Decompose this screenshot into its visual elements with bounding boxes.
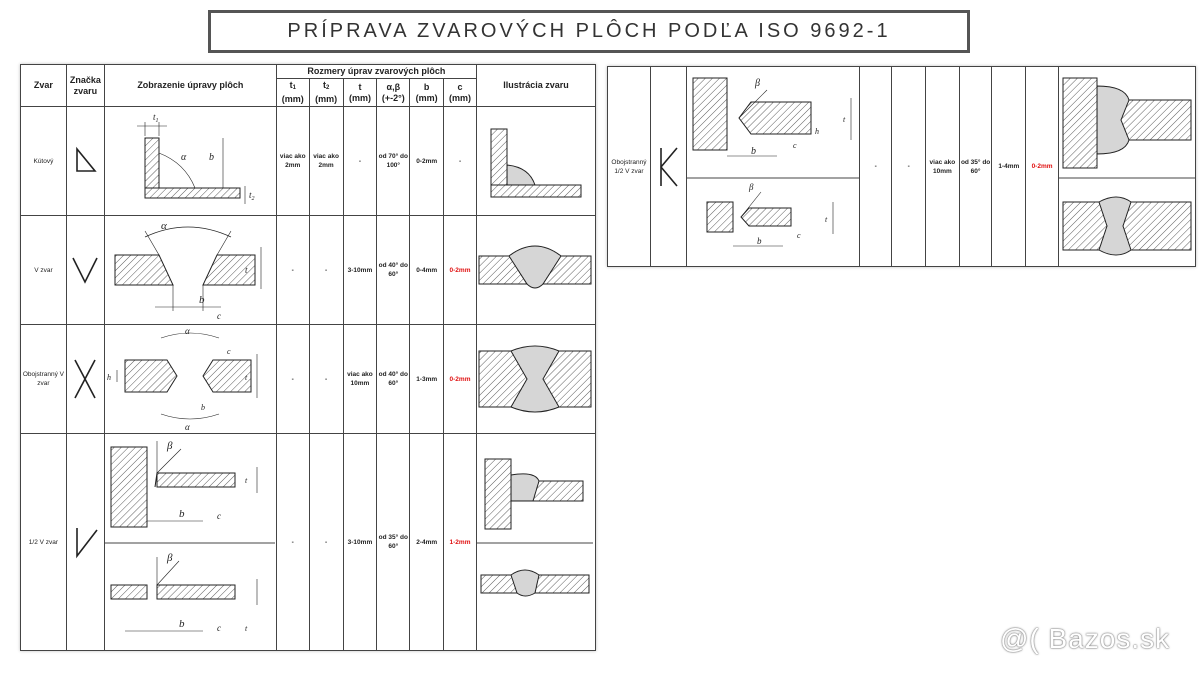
cell-angle: od 40° do 60° [377,325,410,434]
prep-drawing-x [104,325,276,434]
weld-symbol-fillet [66,107,104,216]
dim-beta-label-2: β [748,181,754,192]
dim-t-label: t [842,114,846,124]
dim-t2-label: $t_2$ [248,190,255,202]
dim-t-label: t [244,373,248,382]
weld-symbol-v [66,216,104,325]
cell-c: 1-2mm [444,434,477,651]
header-zvar: Zvar [21,65,67,107]
dim-h-label: h [106,373,111,382]
prep-drawing-fillet [104,107,276,216]
row-name: 1/2 V zvar [21,434,67,651]
dim-alpha-top-label: α [184,326,190,336]
dim-b-label: b [178,508,185,520]
cell-b: 1-4mm [992,67,1026,267]
header-b: b (mm) [410,79,444,107]
prep-drawing-k [686,67,859,267]
weld-prep-table-right [607,66,1196,267]
dim-b-label-2: b [178,618,185,630]
header-t1: t1 (mm) [276,79,309,107]
dim-beta-label: β [754,77,760,89]
header-t2: t2 (mm) [309,79,343,107]
watermark-logo: @( Bazos.sk [1000,623,1171,654]
table-row [21,325,596,434]
table-row [21,434,596,651]
cell-t1: - [276,216,309,325]
page-title: PRÍPRAVA ZVAROVÝCH PLÔCH PODĽA ISO 9692-1 [287,20,891,42]
cell-c: - [444,107,477,216]
cell-t: viac ako 10mm [925,67,959,267]
page-title-box [208,10,970,53]
dim-h-label: h [814,126,819,136]
prep-drawing-half-v [104,434,276,651]
cell-b: 2-4mm [410,434,444,651]
weld-symbol-x [66,325,104,434]
illustration-x [476,325,595,434]
header-zobrazenie: Zobrazenie úpravy plôch [104,65,276,107]
dim-c-label: c [216,311,221,321]
header-znacka: Značka zvaru [66,65,104,107]
dim-b-label: b [198,294,205,306]
dim-b-label: b [208,152,214,163]
dim-alpha-bottom-label: α [184,422,190,432]
cell-b: 0-2mm [410,107,444,216]
cell-t2: - [892,67,926,267]
header-rozmery: Rozmery úprav zvarových plôch [276,65,476,79]
cell-t1: - [859,67,892,267]
cell-t2: - [309,434,343,651]
illustration-half-v [476,434,595,651]
cell-t1: - [276,325,309,434]
cell-t1: viac ako 2mm [276,107,309,216]
table-row [21,107,596,216]
dim-t-label-2: t [824,214,828,224]
header-ilustracia: Ilustrácia zvaru [476,65,595,107]
cell-angle: od 35° do 60° [959,67,992,267]
illustration-fillet [476,107,595,216]
cell-c: 0-2mm [444,216,477,325]
dim-beta-label-2: β [166,552,173,564]
cell-c: 0-2mm [444,325,477,434]
dim-c-label-2: c [796,230,801,240]
cell-t: 3-10mm [343,216,377,325]
dim-beta-label: β [166,440,173,452]
row-name: V zvar [21,216,67,325]
cell-angle: od 70° do 100° [377,107,410,216]
weld-prep-table [20,64,596,651]
dim-b-label-2: b [756,235,762,246]
weld-symbol-half-v [66,434,104,651]
row-name: Obojstranný 1/2 V zvar [608,67,651,267]
cell-t2: - [309,216,343,325]
header-c: c (mm) [444,79,477,107]
cell-t: - [343,107,377,216]
cell-angle: od 40° do 60° [377,216,410,325]
illustration-v [476,216,595,325]
row-name: Kútový [21,107,67,216]
dim-c-label-2: c [216,623,221,633]
cell-angle: od 35° do 60° [377,434,410,651]
dim-b-label: b [750,145,756,157]
cell-t2: - [309,325,343,434]
cell-t: viac ako 10mm [343,325,377,434]
illustration-k [1058,67,1195,267]
cell-t2: viac ako 2mm [309,107,343,216]
dim-t-label-2: t [244,624,248,633]
cell-b: 0-4mm [410,216,444,325]
cell-b: 1-3mm [410,325,444,434]
table-row [608,67,1196,267]
dim-alpha-label: α [180,152,187,163]
dim-alpha-label: α [160,220,167,232]
dim-c-label: c [792,140,797,150]
row-name: Obojstranný V zvar [21,325,67,434]
table-row [21,216,596,325]
cell-c: 0-2mm [1026,67,1059,267]
dim-c-label: c [216,511,221,521]
dim-t1-label: $t_1$ [152,112,159,124]
dim-t-label: t [244,265,248,275]
header-t: t (mm) [343,79,377,107]
dim-c-label: c [226,347,231,356]
dim-t-label: t [244,476,248,485]
dim-b-label: b [200,403,205,412]
cell-t: 3-10mm [343,434,377,651]
cell-t1: - [276,434,309,651]
prep-drawing-v [104,216,276,325]
header-angle: α,β (+-2°) [377,79,410,107]
weld-symbol-k [650,67,686,267]
